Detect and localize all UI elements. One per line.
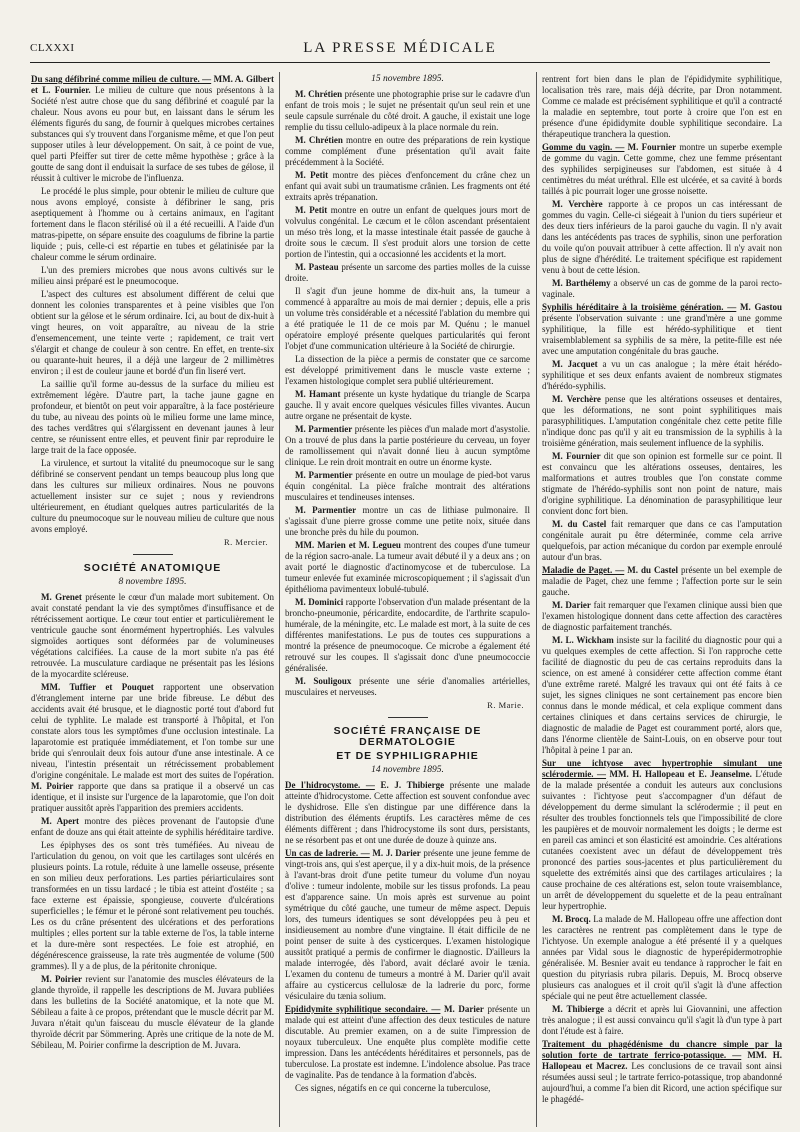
article-authors: M. Jacquet bbox=[552, 359, 598, 369]
article-paragraph bbox=[542, 394, 782, 449]
article-authors: M. Parmentier bbox=[295, 424, 353, 434]
article-paragraph bbox=[542, 302, 782, 357]
article-paragraph: L'un des premiers microbes que nous avons cultivés sur le milieu ainsi préparé est le pneumocoque. bbox=[31, 265, 274, 286]
article-authors: M. Verchère bbox=[552, 199, 603, 209]
column-divider bbox=[279, 72, 280, 1127]
article-paragraph bbox=[285, 424, 530, 468]
paragraph-text: présente une photographie prise sur le cadavre d'un enfant de trois mois ; le sujet ne présentait qu'un seul rein et une seule capsule surrénale du côté droit. A gauche, il existait une loge remplie du tissu cellulo-adipeux à la place normale du rein. bbox=[285, 89, 530, 132]
paragraph-text: rapporte l'observation d'un malade présentant de la broncho-pneumonie, péricardite, endocardite, de l'arthrite scapulo-humérale, de la méningite, etc. Le malade est mort, à la suite de ces différentes manifestations. Le pus de toutes ces suppurations a montré la présence de pneumocoque. Ce microbe a également été retrouvé sur les coupes. Il s'agissait donc d'une pneumococcie généralisée. bbox=[285, 597, 530, 673]
paragraph-text: présente un sarcome des parties molles de la cuisse droite. bbox=[285, 262, 530, 283]
paragraph-text: a vu un cas analogue ; la mère était hérédo-syphilitique et ses deux enfants avaient de nombreux stigmates d'hérédo-syphilis. bbox=[542, 359, 782, 391]
article-authors: M. Brocq. bbox=[552, 914, 591, 924]
article-authors: M. Souligoux bbox=[295, 676, 352, 686]
article-authors: M. Apert bbox=[41, 816, 80, 826]
article-paragraph bbox=[31, 74, 274, 184]
article-paragraph bbox=[285, 89, 530, 133]
article-paragraph bbox=[285, 205, 530, 260]
article-paragraph bbox=[542, 1039, 782, 1105]
paragraph-text: Le milieu de culture que nous présentons à la Société n'est autre chose que du sang défibriné et coagulé par la chaleur. Nous avons eu pour but, en laissant dans le sérum les éléments figurés du sang, de fournir à quelques microbes certaines substances qui s'y trouvent dans l'organisme même, et que l'on peut supposer utiles à leur développement. On sait, à ce point de vue, quel parti Pfeiffer sut tirer de cette même hypothèse ; grâce à la goutte de sang dont il enduisait la surface de ses tubes de gélose, il réussit à cultiver le microbe de l'influenza. bbox=[31, 85, 274, 183]
article-title: Epididymite syphilitique secondaire. — bbox=[285, 1004, 441, 1014]
article-authors: M. Parmentier bbox=[295, 505, 357, 515]
article-paragraph bbox=[31, 816, 274, 838]
paragraph-text: présente une malade atteinte d'hidrocystome. Cette affection est souvent confondue avec le dyshidrose. Elle s'en distingue par une différence dans la distribution des éléments éruptifs. Les caractères même de ces éléments diffèrent ; dans l'hidrocystome ils sont durs, persistants, ne se résorbent pas et ont une durée de douze à quinze ans. bbox=[285, 780, 530, 845]
article-authors: M. L. Wickham bbox=[552, 635, 614, 645]
article-paragraph bbox=[542, 199, 782, 276]
article-paragraph: La dissection de la pièce a permis de constater que ce sarcome est développé primitivement dans le muscle vaste externe ; l'examen histologique complet sera publié ultérieurement. bbox=[285, 354, 530, 386]
column-divider bbox=[536, 72, 537, 1127]
article-authors: M. Poirier bbox=[41, 974, 83, 984]
paragraph-text: dit que son opinion est formelle sur ce point. Il est convaincu que les altérations osseuses, dentaires, les malformations et autres troubles que l'on constate comme stigmate de l'hérédo-syphilis sont non point de nature, mais d'origine syphilitique. La dénomination de parasyphilitique leur convient donc fort bien. bbox=[542, 451, 782, 516]
article-paragraph bbox=[31, 974, 274, 1051]
article-authors: M. Fournier bbox=[627, 142, 677, 152]
article-paragraph bbox=[542, 565, 782, 598]
article-authors: M. du Castel bbox=[552, 519, 607, 529]
paragraph-text: montre des pièces d'enfoncement du crâne chez un enfant qui avait subi un traumatisme crânien. Les fragments ont été extraits après trépanation. bbox=[285, 170, 530, 202]
paragraph-text: montre des pièces provenant de l'autopsie d'une enfant de douze ans qui était atteinte de syphilis héréditaire tardive. bbox=[31, 816, 274, 837]
article-paragraph bbox=[542, 758, 782, 912]
paragraph-text: présente l'observation suivante : une grand'mère a une gomme syphilitique, la fille est hérédo-syphilitique et tient vraisemblablement sa syphilis de sa mère, la petite-fille est née avec une amputation congénitale du bras gauche. bbox=[542, 313, 782, 356]
article-paragraph bbox=[542, 519, 782, 563]
author-signature: R. Marie. bbox=[487, 700, 524, 710]
column-right bbox=[542, 74, 782, 1124]
paragraph-text: présente une série d'anomalies artérielles, musculaires et nerveuses. bbox=[285, 676, 530, 697]
section-date: 8 novembre 1895. bbox=[118, 577, 187, 587]
section-date: 15 novembre 1895. bbox=[371, 74, 444, 84]
article-authors: M. Darier bbox=[552, 600, 591, 610]
article-paragraph bbox=[31, 682, 274, 814]
paragraph-text: La malade de M. Hallopeau offre une affection dont les caractères ne rentrent pas complètement dans le type de l'ichtyose. Un exemple analogue a été présenté il y a quelques années par Vidal sous le diagnostic de hyperépidermotrophie généralisée. M. Besnier avait eu tendance à rapprocher le fait en question du pityriasis rubra pilaris. Depuis, M. Brocq observe plusieurs cas analogues et il croit qu'il s'agit là d'une affection spéciale qui ne peut être actuellement classée. bbox=[542, 914, 782, 1001]
section-divider bbox=[388, 717, 428, 718]
article-authors: MM. H. Hallopeau et Macrez. bbox=[542, 1050, 782, 1071]
article-paragraph bbox=[542, 600, 782, 633]
section-title-line2: ET DE SYPHILIGRAPHIE bbox=[336, 750, 479, 762]
article-paragraph bbox=[285, 389, 530, 422]
paragraph-text: fait remarquer que l'examen clinique aussi bien que l'examen histologique donnent dans cette affection des caractères de diagnostic parfaitement tranchés. bbox=[542, 600, 782, 632]
article-title: Du sang défibriné comme milieu de culture. — bbox=[31, 74, 212, 84]
paragraph-text: a observé un cas de gomme de la paroi recto-vaginale. bbox=[542, 278, 782, 299]
journal-title: LA PRESSE MÉDICALE bbox=[303, 40, 497, 56]
article-paragraph bbox=[285, 1004, 530, 1081]
section-divider bbox=[133, 554, 173, 555]
article-authors: E. J. Thibierge bbox=[380, 780, 445, 790]
article-title: Maladie de Paget. — bbox=[542, 565, 625, 575]
paragraph-text: montre un cas de lithiase pulmonaire. Il s'agissait d'une pierre grosse comme une petite noix, située dans une bronche près du hile du poumon. bbox=[285, 505, 530, 537]
article-paragraph bbox=[285, 540, 530, 595]
article-authors: M. du Castel bbox=[627, 565, 679, 575]
section-title: SOCIÉTÉ ANATOMIQUE bbox=[83, 562, 222, 574]
column-left bbox=[31, 74, 274, 1124]
paragraph-text: montrent des coupes d'une tumeur de la région sacro-anale. La tumeur avait débuté il y a deux ans ; on avait porté le diagnostic d'actinomycose et de tuberculose. La tumeur enlevée fut examinée microscopiquement ; il s'agissait d'un épithélioma pavimenteux lobulé-tubulé. bbox=[285, 540, 530, 594]
article-paragraph: La virulence, et surtout la vitalité du pneumocoque sur le sang défibriné se conservent pendant un temps beaucoup plus long que dans les cultures sur milieux ordinaires. Nous ne pouvons actuellement insister sur ce sujet ; nous y reviendrons ultérieurement, en étudiant quelques autres particularités de la culture du pneumocoque sur le nouveau milieu de culture que nous avons employé. bbox=[31, 458, 274, 534]
article-title: Traitement du phagédénisme du chancre simple par la solution forte de tartrate ferrico-potassique. — bbox=[542, 1039, 782, 1060]
paragraph-text: rapportent une observation d'étranglement interne par une bride fibreuse. Le début des accidents avait été brusque, et le diagnostic porté tout d'abord fut celui de typhlite. Le malade est transporté à l'hôpital, et l'on constate alors tous les symptômes d'une occlusion intestinale. La laparotomie est pratiquée immédiatement, et l'on tombe sur une bride qui s'enroulait deux fois autour d'une anse intestinale. A ce niveau, l'intestin présentait un rétrécissement probablement d'origine congénitale. Le malade est mort des suites de l'opération. bbox=[31, 682, 274, 780]
article-title: Gomme du vagin. — bbox=[542, 142, 625, 152]
article-authors: MM. Marien et M. Legueu bbox=[295, 540, 401, 550]
article-authors: M. Hamant bbox=[295, 389, 341, 399]
article-authors: M. Barthélemy bbox=[552, 278, 611, 288]
paragraph-text: montre un superbe exemple de gomme du vagin. Cette gomme, chez une femme présentant des syphilides serpigineuses sur l'abdomen, est située à 4 centimètres du méat uréthral. Elle est ulcérée, et sa cavité à bords taillés à pic pourrait loger une grosse noisette. bbox=[542, 142, 782, 196]
article-authors: M. Darier bbox=[444, 1004, 484, 1014]
article-paragraph bbox=[285, 780, 530, 846]
article-authors: M. Gastou bbox=[740, 302, 782, 312]
article-paragraph bbox=[285, 170, 530, 203]
article-paragraph bbox=[542, 278, 782, 300]
article-title: Sur une ichtyose avec hypertrophie simulant une sclérodermie. — bbox=[542, 758, 782, 779]
paragraph-text: montre en outre un enfant de quelques jours mort de volvulus congénital. Le cæcum et le côlon ascendant présentaient un méso très long, et la masse intestinale était passée de gauche à droite sous le cæcum. Il s'est produit alors une torsion de cette portion de l'intestin, qui a occasionné les accidents et la mort. bbox=[285, 205, 530, 259]
article-paragraph: Il s'agit d'un jeune homme de dix-huit ans, la tumeur a commencé à apparaître au mois de mai dernier ; depuis, elle a pris un volume très considérable et a nécessité l'ablation du membre qui a été pratiquée le 11 de ce mois par M. Quénu ; le manuel opératoire employé présente quelques particularités qui feront l'objet d'une communication ultérieure à la Société de chirurgie. bbox=[285, 286, 530, 351]
article-title: De l'hidrocystome. — bbox=[285, 780, 375, 790]
column-middle bbox=[285, 74, 530, 1124]
article-paragraph bbox=[285, 848, 530, 1002]
article-authors: M. Thibierge bbox=[552, 1004, 604, 1014]
paragraph-text: présente les pièces d'un malade mort d'asystolie. On a trouvé de plus dans la partie postérieure du cerveau, un foyer de ramollissement qui n'avait donné lieu à aucun symptôme clinique. Le rein droit montrait en outre un énorme kyste. bbox=[285, 424, 530, 467]
paragraph-text: insiste sur la facilité du diagnostic pour qui a vu quelques exemples de cette affection. Si l'on rapproche cette facilité de diagnostic du peu de cas certains reproduits dans la science, on est amené à considérer cette affection comme étant d'une extrême rareté. Malgré les travaux qui ont été faits à ce sujet, les signes cliniques ne sont certainement pas encore bien connus dans le monde médical, et cela explique comment dans certaines cliniques et dans certains services de chirurgie, le diagnostic de maladie de Paget est couramment porté, alors que, dans l'énorme clientèle de Saint-Louis, on en observe pour tout l'hôpital à peine 1 par an. bbox=[542, 635, 782, 755]
paragraph-text: présente un bel exemple de maladie de Paget, chez une femme ; l'affection porte sur le sein gauche. bbox=[542, 565, 782, 597]
article-paragraph bbox=[542, 914, 782, 1002]
paragraph-text: rapporte que dans sa pratique il a observé un cas identique, et il insiste sur l'urgence de la laparotomie, que l'on doit pratiquer aussitôt après l'apparition des premiers accidents. bbox=[31, 781, 274, 813]
paragraph-text: montre en outre des préparations de rein kystique comme complément d'une présentation qu'il avait faite précédemment à la Société. bbox=[285, 135, 530, 167]
article-paragraph bbox=[285, 262, 530, 284]
article-paragraph: La saillie qu'il forme au-dessus de la surface du milieu est extrêmement légère. D'autre part, la tache jaune gagne en profondeur, et bientôt on peut voir apparaître, à la face postérieure du tube, au niveau des points où le milieu forme une lame mince, des taches verdâtres qui s'élargissent en devenant jaunes à leur centre, se réunissent entre elles, et peuvent finir par reproduire le large trait de la face opposée. bbox=[31, 379, 274, 455]
article-authors: M. Poirier bbox=[31, 781, 74, 791]
article-paragraph bbox=[542, 451, 782, 517]
section-title: SOCIÉTÉ FRANÇAISE DE DERMATOLOGIE bbox=[333, 725, 482, 748]
article-authors: MM. Tuffier et Pouquet bbox=[41, 682, 154, 692]
article-paragraph: Le procédé le plus simple, pour obtenir le milieu de culture que nous avons employé, consiste à défibriner le sang, pris aseptiquement à l'homme ou à certains animaux, en l'agitant fortement dans le flacon stérilisé où il a été recueilli. A l'aide d'un matras-pipette, on sépare ensuite des coagulums de fibrine la partie liquide ; puis, celle-ci est répartie en tubes et gélatinisée par la chaleur comme le sérum ordinaire. bbox=[31, 186, 274, 262]
article-title: Un cas de ladrerie. — bbox=[285, 848, 370, 858]
article-paragraph: Ces signes, négatifs en ce qui concerne la tuberculose, bbox=[295, 1083, 491, 1093]
paragraph-text: fait remarquer que dans ce cas l'amputation congénitale aurait pu être déterminée, comme cela arrive quelquefois, par action mécanique du cordon par exemple enroulé autour d'un bras. bbox=[542, 519, 782, 562]
article-authors: M. Grenet bbox=[41, 592, 82, 602]
article-authors: M. Verchère bbox=[552, 394, 601, 404]
article-title: Syphilis héréditaire à la troisième génération. — bbox=[542, 302, 737, 312]
article-authors: M. Dominici bbox=[295, 597, 344, 607]
article-authors: M. J. Darier bbox=[372, 848, 421, 858]
article-paragraph bbox=[542, 142, 782, 197]
article-paragraph bbox=[285, 135, 530, 168]
article-authors: M. Pasteau bbox=[295, 262, 339, 272]
section-date: 14 novembre 1895. bbox=[371, 765, 444, 775]
article-authors: M. Fournier bbox=[552, 451, 601, 461]
paragraph-text: a décrit et après lui Giovannini, une affection très analogue ; il est aussi convaincu qu'il s'agit là d'un type à part dont l'étude est à faire. bbox=[542, 1004, 782, 1036]
paragraph-text: L'étude de la malade présentée a conduit les auteurs aux conclusions suivantes : l'ichtyose peut s'accompagner d'un défaut de développement du derme simulant la sclérodermie ; il peut en résulter des troubles fonctionnels tels que l'impossibilité de clore les paupières et de mouvoir normalement les doigts ; le derme est en pareil cas aminci et son élasticité est amoindrie. Ces altérations cutanées coexistent avec un défaut de développement très prononcé des parties sous-jacentes et plus particulièrement du squelette des extrémités ainsi que des cartilages articulaires ; la cause prochaine de ces altérations est, selon toute vraisemblance, un arrêt de développement du squelette et de la peau entraînant leur hypertrophie. bbox=[542, 769, 782, 911]
article-authors: M. Chrétien bbox=[295, 135, 343, 145]
paragraph-text: pense que les altérations osseuses et dentaires, que les déformations, ne sont point syphilitiques mais parasyphilitiques. L'amputation congénitale chez cette petite fille n'indique donc pas qu'il y ait eu transmission de la syphilis à la troisième génération, mais seulement influence de la syphilis. bbox=[542, 394, 782, 448]
article-authors: M. Parmentier bbox=[295, 470, 353, 480]
paragraph-text: Les conclusions de ce travail sont ainsi résumées aussi seul ; le tartrate ferrico-potassique, trop abandonné aujourd'hui, a comme l'a bien dit Ricord, une action spécifique sur le phagédé- bbox=[542, 1061, 782, 1104]
article-paragraph bbox=[285, 597, 530, 674]
paragraph-text: présente en outre un moulage de pied-bot varus équin congénital. La pièce fraîche montrait des altérations musculaires et tendineuses intenses. bbox=[285, 470, 530, 502]
article-paragraph bbox=[542, 359, 782, 392]
page-number: CLXXXI bbox=[30, 42, 75, 54]
paragraph-text: rapporte à ce propos un cas intéressant de gommes du vagin. Celle-ci siégeait à l'union du tiers supérieur et des deux tiers inférieurs de la paroi gauche du vagin. Il n'y avait dans les antécédents pas traces de syphilis, sinon une perforation du voile qu'on pouvait attribuer à cette affection. Il n'y avait non plus de signe d'hérédité. Le traitement spécifique est rapidement venu à bout de cette lésion. bbox=[542, 199, 782, 275]
author-signature: R. Mercier. bbox=[224, 537, 268, 547]
paragraph-text: présente un kyste hydatique du triangle de Scarpa gauche. Il y avait encore quelques vésicules filles vivantes. Aucun autre organe ne présentait de kyste. bbox=[285, 389, 530, 421]
article-paragraph: rentrent fort bien dans le plan de l'épididymite syphilitique, localisation très rare, mais déjà décrite, par Dron notamment. Comme ce malade est précisément syphilitique et qu'il a contracté la maladie en septembre, tout porte à croire que l'on est en présence d'une épididymite double syphilitique secondaire. La thérapeutique tranchera la question. bbox=[542, 74, 782, 139]
paragraph-text: revient sur l'anatomie des muscles élévateurs de la glande thyroïde, il rappelle les descriptions de M. Juvara publiées dans les bulletins de la Société anatomique, et la note que M. Sébileau a faite à ce propos, prétendant que le muscle décrit par M. Juvara n'était qu'un faisceau du muscle élévateur de la glande thyroïde décrit par Sömmering. Après une critique de la note de M. Sébileau, M. Poirier confirme la description de M. Juvara. bbox=[31, 974, 274, 1050]
article-paragraph bbox=[285, 676, 530, 698]
article-authors: M. Petit bbox=[295, 170, 329, 180]
paragraph-text: présente un malade qui est atteint d'une affection des deux testicules de nature discutable. Au premier examen, on a de suite l'impression de noyaux tuberculeux. Une enquête plus complète modifie cette impression. Dans les antécédents héréditaires et personnels, pas de tuberculose. La prostate est indemne. L'indolence absolue. Pas trace de vaginalite. Pas de tendance à la formation d'abcès. bbox=[285, 1004, 530, 1080]
article-paragraph bbox=[285, 505, 530, 538]
article-authors: MM. H. Hallopeau et E. Jeanselme. bbox=[609, 769, 752, 779]
page-header bbox=[30, 40, 770, 63]
article-paragraph bbox=[285, 470, 530, 503]
article-paragraph bbox=[31, 592, 274, 680]
paragraph-text: présente le cœur d'un malade mort subitement. On avait constaté pendant la vie des symptômes d'insuffisance et de rétrécissement aortique. Le cœur tout entier et particulièrement le ventricule gauche sont énormément hypertrophiés. Les valvules sigmoïdes aortiques sont déformées par de volumineuses végétations calcifiées. La cause de la mort subite n'a pas été retrouvée. La musculature cardiaque ne présentait pas les lésions de la myocardite scléreuse. bbox=[31, 592, 274, 679]
paragraph-text: présente une jeune femme de vingt-trois ans, qui s'est aperçue, il y a dix-huit mois, de la présence à l'avant-bras droit d'une petite tumeur du volume d'un noyau d'olive : tumeur indolente, mobile sur les tissus profonds. La peau est d'apparence saine. Un mois après est survenue au point symétrique du côté gauche, une tumeur de même aspect. Depuis lors, des tumeurs identiques se sont développées peu à peu et insidieusement au nombre d'une vingtaine. Il était difficile de ne point penser de suite à des cysticerques. L'examen histologique aussitôt pratiqué a permis de confirmer le diagnostic. D'ailleurs la malade interrogée, dès l'abord, avait déclaré avoir le tænia. L'examen du contenu de tumeurs a montré à M. Darier qu'il avait affaire au cysticercus cellulosæ de la ladrerie du porc, forme vésiculaire du tænia solium. bbox=[285, 848, 530, 1001]
article-paragraph bbox=[542, 1004, 782, 1037]
article-authors: M. Petit bbox=[295, 205, 328, 215]
article-paragraph: L'aspect des cultures est absolument différent de celui que donnent les colonies transparentes et à peine visibles que l'on obtient sur la gélose et le sérum ordinaire. Ici, au bout de dix-huit à vingt heures, on voit apparaître, au niveau de la strie d'ensemencement, une teinte verte ; rapidement, ce trait vert s'élargit et change de couleur à son centre. En effet, en trente-six ou quarante-huit heures, il a déjà une largeur de 2 millimètres environ ; il est de couleur jaune et bordé d'un fin liseré vert. bbox=[31, 289, 274, 376]
article-paragraph: Les épiphyses des os sont très tuméfiées. Au niveau de l'articulation du genou, on voit que les cartilages sont ulcérés en plusieurs points. La rotule, réduite à une lamelle osseuse, présente en son milieu deux perforations. Les parties périarticulaires sont transformées en un tissu lardacé ; le tibia est atteint d'ostéite ; sa face externe est épaissie, spongieuse, couverte d'ulcérations superficielles ; le fémur et le péroné sont relativement peu touchés. Les os du crâne présentent des ulcérations et des perforations multiples ; elles portent sur la table externe de l'os, la table interne et la dure-mère sont respectées. Le foie est atrophié, en dégénérescence graisseuse, la rate très augmentée de volume (500 grammes). Il y a de plus, de la péritonite chronique. bbox=[31, 840, 274, 971]
article-authors: M. Chrétien bbox=[295, 89, 343, 99]
article-authors: MM. A. Gilbert et L. Fournier. bbox=[31, 74, 274, 95]
article-paragraph bbox=[542, 635, 782, 756]
